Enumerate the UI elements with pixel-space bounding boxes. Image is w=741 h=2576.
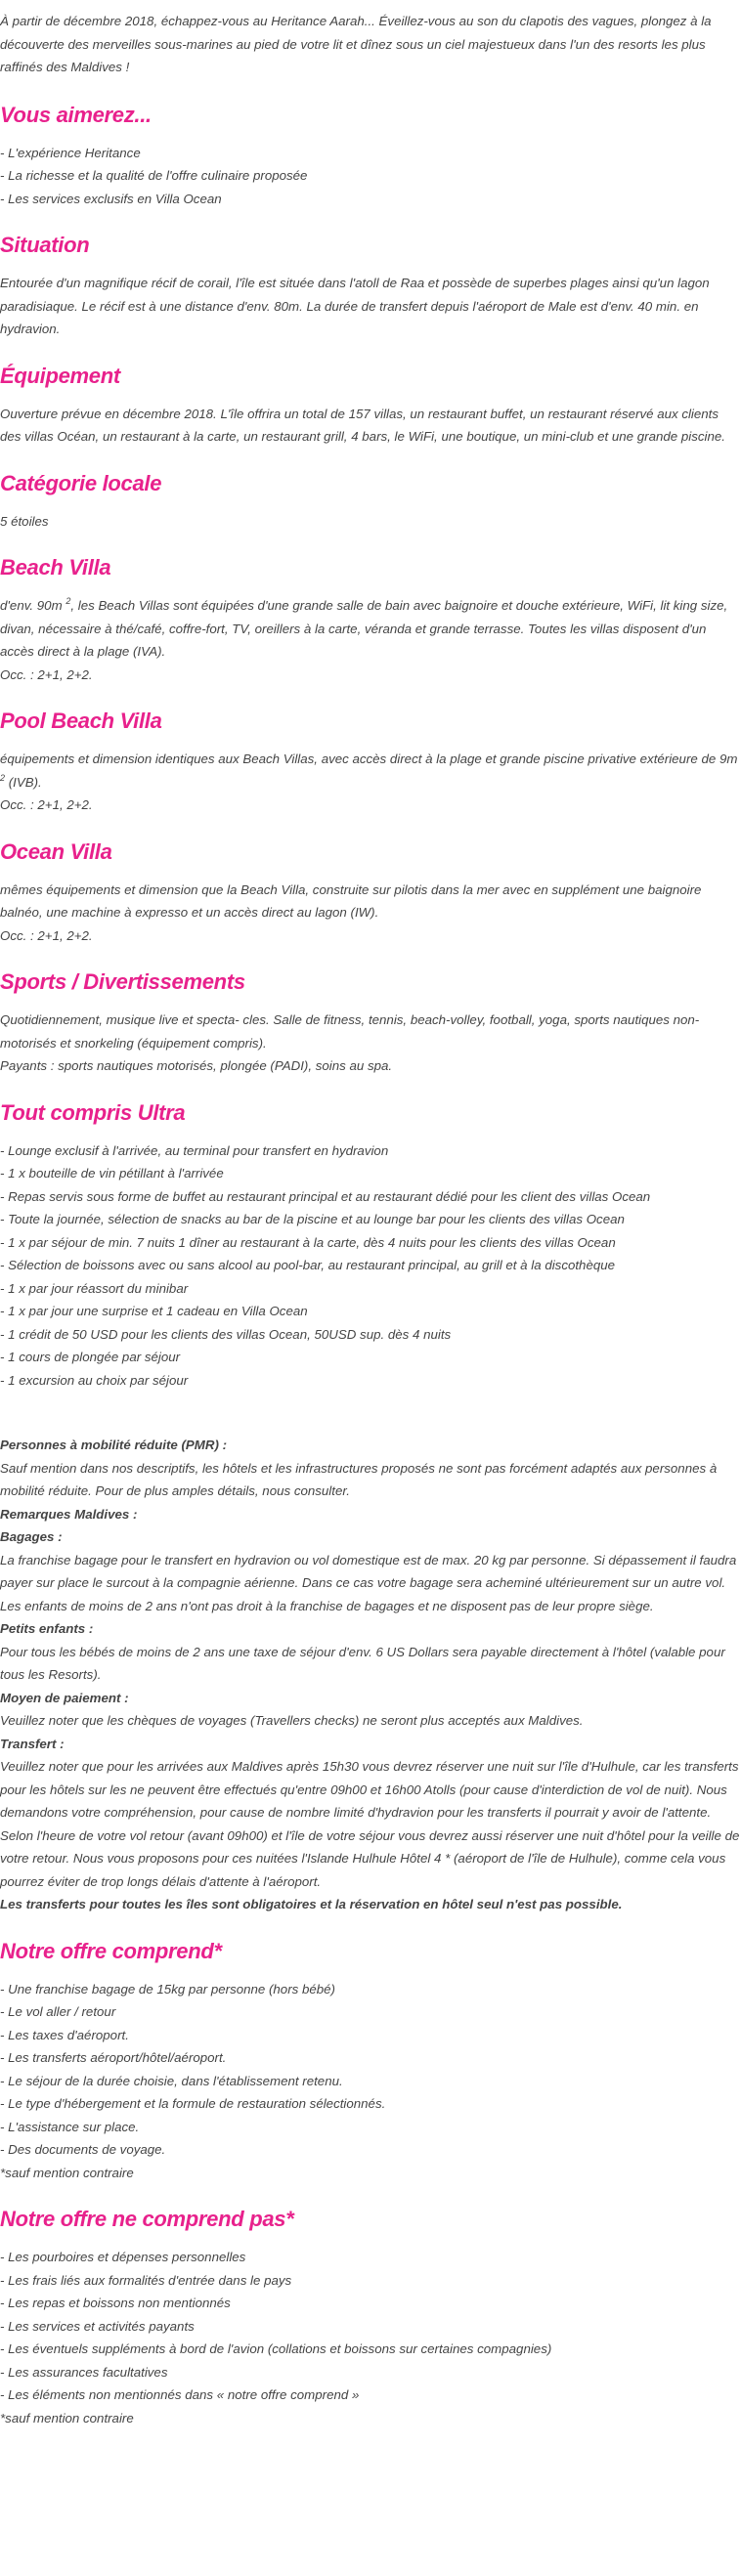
section-title: Situation (0, 233, 90, 257)
list-item: - Le séjour de la durée choisie, dans l'établissement retenu. (0, 2073, 343, 2088)
section-title: Notre offre ne comprend pas* (0, 2207, 294, 2231)
text-part: (IVB). (5, 774, 42, 790)
list-item: - Les services exclusifs en Villa Ocean (0, 191, 222, 206)
superscript: 2 (0, 772, 6, 783)
section-tout-compris-ultra (0, 1098, 741, 1393)
section-title: Catégorie locale (0, 470, 162, 495)
maldives-label: Remarques Maldives : (0, 1506, 138, 1522)
list-item: - 1 x par jour une surprise et 1 cadeau en Villa Ocean (0, 1304, 308, 1318)
section-title: Tout compris Ultra (0, 1099, 186, 1125)
list-item: - Sélection de boissons avec ou sans alcool au pool-bar, au restaurant principal, au grill et à la discothèque (0, 1258, 616, 1272)
occupancy: Occ. : 2+1, 2+2. (0, 797, 93, 812)
section-vous-aimerez (0, 101, 741, 211)
payment-label: Moyen de paiement : (0, 1690, 129, 1705)
section-situation (0, 231, 741, 341)
section-text: 5 étoiles (0, 513, 49, 529)
footnote: *sauf mention contraire (0, 2410, 134, 2426)
baggage-text-2: Les enfants de moins de 2 ans n'ont pas droit à la franchise de bagages et ne disposent pas de leur propre siège. (0, 1598, 654, 1613)
spacer (0, 1412, 741, 1434)
list-item: - La richesse et la qualité de l'offre culinaire proposée (0, 168, 308, 183)
section-text (0, 594, 741, 664)
section-text: Quotidiennement, musique live et specta- cles. Salle de fitness, tennis, beach-volley, football, yoga, sports nautiques non-motorisés et snorkeling (équipement compris). (0, 1012, 700, 1051)
list-item: - 1 crédit de 50 USD pour les clients des villas Ocean, 50USD sup. dès 4 nuits (0, 1326, 452, 1342)
list-item: - L'expérience Heritance (0, 145, 141, 160)
footnote: *sauf mention contraire (0, 2165, 134, 2180)
section-ocean-villa (0, 837, 741, 948)
list-item: - Repas servis sous forme de buffet au restaurant principal et au restaurant dédié pour les client des villas Ocean (0, 1188, 651, 1204)
list-item: - Les frais liés aux formalités d'entrée dans le pays (0, 2272, 292, 2288)
section-equipement (0, 362, 741, 449)
text-part: équipements et dimension identiques aux Beach Villas, avec accès direct à la plage et grande piscine privative extérieure de 9m (0, 751, 738, 766)
pmr-label: Personnes à mobilité réduite (PMR) : (0, 1438, 227, 1452)
kids-text: Pour tous les bébés de moins de 2 ans une taxe de séjour d'env. 6 US Dollars sera payable directement à l'hôtel (valable pour tous les Resorts). (0, 1644, 725, 1682)
list-item: - Les éléments non mentionnés dans « notre offre comprend » (0, 2387, 360, 2402)
transfer-label: Transfert : (0, 1736, 65, 1751)
list-item: - Le type d'hébergement et la formule de restauration sélectionnés. (0, 2096, 386, 2111)
list-item: - Des documents de voyage. (0, 2142, 166, 2157)
transfer-text: Veuillez noter que pour les arrivées aux Maldives après 15h30 vous devrez réserver une nuit sur l'île d'Hulhule, car les transferts pour les hôtels sur les ne peuvent être effectués qu'entre 09h00 et 16h00 Atolls (pour cause d'interdiction de vol de nuit). Nous demandons votre compréhension, pour cause de nombre limité d'hydravion pour les transferts il pourrait y avoir de l'attente. Selon l'heure de votre vol retour (avant 09h00) et l'île de votre séjour vous devrez aussi réserver une nuit d'hôtel pour la veille de votre retour. Nous vous proposons pour ces nuitées l'Islande Hulhule Hôtel 4 * (aéroport de l'île de Hulhule), comme cela vous pourrez éviter de trop longs délais d'attente à l'aéroport. (0, 1759, 740, 1889)
section-categorie (0, 469, 741, 534)
section-title: Beach Villa (0, 555, 111, 580)
baggage-label: Bagages : (0, 1529, 63, 1544)
section-text: Payants : sports nautiques motorisés, plongée (PADI), soins au spa. (0, 1058, 393, 1073)
list-item: - Les éventuels suppléments à bord de l'avion (collations et boissons sur certaines compagnies) (0, 2341, 552, 2356)
text-part: d'env. 90m (0, 598, 66, 613)
list-item: - 1 cours de plongée par séjour (0, 1350, 181, 1364)
list-item: - L'assistance sur place. (0, 2119, 140, 2134)
section-offre-comprend (0, 1937, 741, 2185)
list-item: - Les repas et boissons non mentionnés (0, 2296, 231, 2310)
list-item: - 1 x par jour réassort du minibar (0, 1280, 189, 1296)
list-item: - 1 x par séjour de min. 7 nuits 1 dîner au restaurant à la carte, dès 4 nuits pour les clients des villas Ocean (0, 1234, 616, 1250)
list-item: - Les services et activités payants (0, 2318, 195, 2334)
occupancy: Occ. : 2+1, 2+2. (0, 666, 93, 682)
section-title: Ocean Villa (0, 838, 112, 864)
section-sports (0, 967, 741, 1078)
text-part: , les Beach Villas sont équipées d'une grande salle de bain avec baignoire et douche extérieure, WiFi, lit king size, divan, nécessaire à thé/café, coffre-fort, TV, oreillers à la carte, véranda et grande terrasse. Toutes les villas disposent d'un accès direct à la plage (IVA). (0, 598, 728, 659)
section-title: Notre offre comprend* (0, 1938, 222, 1963)
section-beach-villa (0, 553, 741, 686)
list-item: - Lounge exclusif à l'arrivée, au terminal pour transfert en hydravion (0, 1142, 389, 1158)
section-offre-ne-comprend-pas (0, 2205, 741, 2429)
list-item: - Une franchise bagage de 15kg par personne (hors bébé) (0, 1981, 335, 1996)
superscript: 2 (65, 596, 71, 606)
section-text: Ouverture prévue en décembre 2018. L'île offrira un total de 157 villas, un restaurant buffet, un restaurant réservé aux clients des villas Océan, un restaurant à la carte, un restaurant grill, 4 bars, le WiFi, une boutique, un mini-club et une grande piscine. (0, 406, 725, 444)
list-item: - Les taxes d'aéroport. (0, 2027, 129, 2042)
transfer-note: Les transferts pour toutes les îles sont obligatoires et la réservation en hôtel seul n'est pas possible. (0, 1897, 623, 1911)
section-text: mêmes équipements et dimension que la Beach Villa, construite sur pilotis dans la mer avec en supplément une baignoire balnéo, une machine à expresso et un accès direct au lagon (IW). (0, 881, 702, 920)
section-remarks (0, 1434, 741, 1916)
section-pool-beach-villa (0, 707, 741, 817)
list-item: - Les assurances facultatives (0, 2364, 168, 2380)
pmr-text: Sauf mention dans nos descriptifs, les hôtels et les infrastructures proposés ne sont pas forcément adaptés aux personnes à mobilité réduite. Pour de plus amples détails, nous consulter. (0, 1460, 718, 1498)
section-text: Entourée d'un magnifique récif de corail, l'île est située dans l'atoll de Raa et possède de superbes plages ainsi qu'un lagon paradisiaque. Le récif est à une distance d'env. 80m. La durée de transfert depuis l'aéroport de Male est d'env. 40 min. en hydravion. (0, 276, 710, 336)
list-item: - 1 x bouteille de vin pétillant à l'arrivée (0, 1166, 224, 1181)
section-text (0, 748, 741, 794)
list-item: - 1 excursion au choix par séjour (0, 1372, 189, 1388)
list-item: - Les transferts aéroport/hôtel/aéroport. (0, 2050, 227, 2065)
occupancy: Occ. : 2+1, 2+2. (0, 927, 93, 943)
section-title: Pool Beach Villa (0, 708, 162, 733)
section-title: Équipement (0, 363, 120, 388)
list-item: - Le vol aller / retour (0, 2004, 116, 2019)
baggage-text: La franchise bagage pour le transfert en hydravion ou vol domestique est de max. 20 kg par personne. Si dépassement il faudra payer sur place le surcout à la compagnie aérienne. Dans ce cas votre bagage sera acheminé ultérieurement sur un autre vol. (0, 1552, 737, 1590)
list-item: - Toute la journée, sélection de snacks au bar de la piscine et au lounge bar pour les clients des villas Ocean (0, 1212, 625, 1226)
kids-label: Petits enfants : (0, 1621, 94, 1636)
intro-paragraph: À partir de décembre 2018, échappez-vous au Heritance Aarah... Éveillez-vous au son du clapotis des vagues, plongez à la découverte des merveilles sous-marines au pied de votre lit et dînez sous un ciel majestueux dans l'un des resorts les plus raffinés des Maldives ! (0, 14, 712, 74)
payment-text: Veuillez noter que les chèques de voyages (Travellers checks) ne seront plus acceptés aux Maldives. (0, 1713, 584, 1728)
list-item: - Les pourboires et dépenses personnelles (0, 2250, 246, 2264)
section-title: Vous aimerez... (0, 102, 152, 127)
section-title: Sports / Divertissements (0, 969, 245, 994)
